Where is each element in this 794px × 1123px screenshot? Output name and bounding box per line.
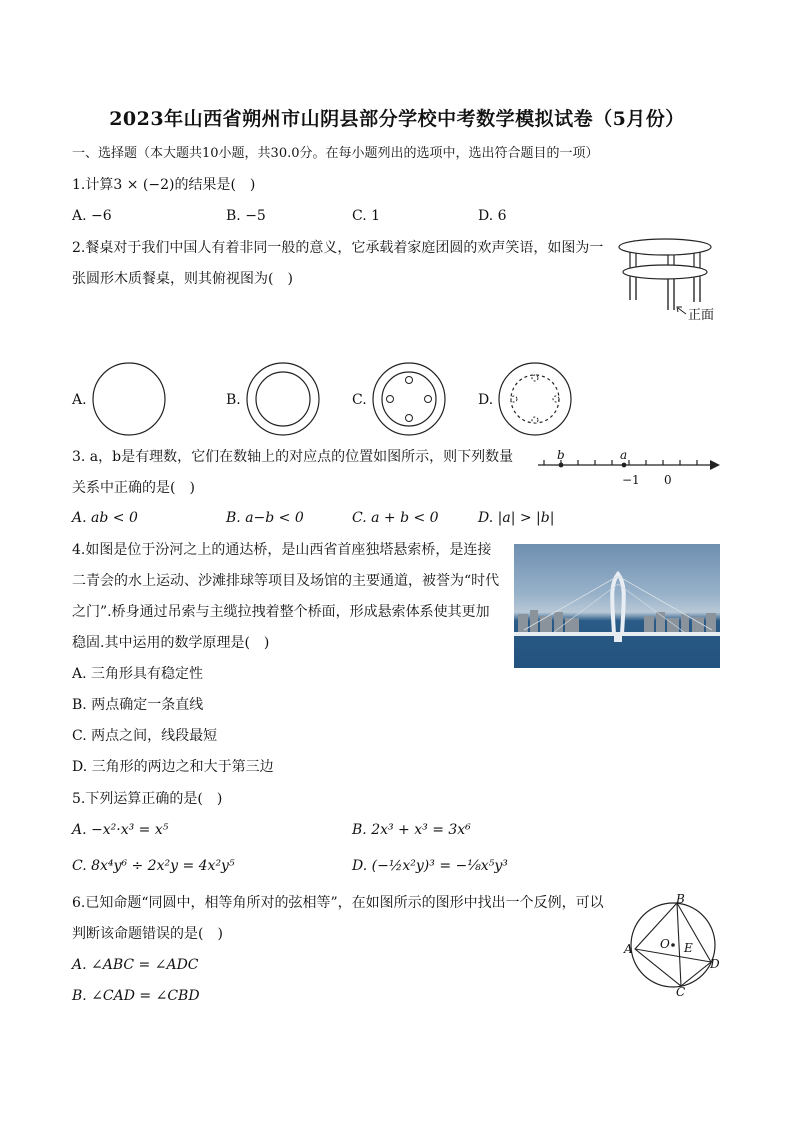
q4-stem-line4: 稳固.其中运用的数学原理是( ) (72, 635, 270, 651)
q2-option-b: B. (226, 392, 241, 408)
point-d: D (710, 957, 720, 971)
bridge-photo (514, 544, 720, 668)
q3-option-d: D. |a| > |b| (478, 510, 555, 526)
q3-option-a: A. ab < 0 (72, 510, 138, 526)
q4-option-d: D. 三角形的两边之和大于第三边 (72, 759, 274, 775)
q5-option-d: D. (−½x²y)³ = −⅛x⁵y³ (352, 858, 508, 874)
point-e: E (684, 941, 693, 955)
q2-figure-b (244, 360, 322, 438)
q6-stem-line2: 判断该命题错误的是( ) (72, 926, 223, 942)
q5-option-c: C. 8x⁴y⁶ ÷ 2x²y = 4x²y⁵ (72, 858, 235, 874)
q5-option-b: B. 2x³ + x³ = 3x⁶ (352, 822, 471, 838)
q4-option-c: C. 两点之间，线段最短 (72, 728, 218, 744)
number-line (530, 444, 726, 490)
q5-stem: 5.下列运算正确的是( ) (72, 791, 223, 807)
q2-option-a: A. (72, 392, 87, 408)
q1-option-b: B. −5 (226, 208, 266, 224)
point-o: O (660, 937, 670, 951)
q4-option-b: B. 两点确定一条直线 (72, 697, 204, 713)
q1-option-a: A. −6 (72, 208, 112, 224)
q3-stem-line2: 关系中正确的是( ) (72, 480, 195, 496)
q4-stem-line2: 二青会的水上运动、沙滩排球等项目及场馆的主要通道，被誉为“时代 (72, 573, 500, 589)
q2-option-d: D. (478, 392, 494, 408)
point-b: B (676, 892, 685, 906)
table-figure (612, 230, 724, 328)
point-c: C (676, 985, 686, 998)
point-a: A (624, 942, 633, 956)
zero-label: 0 (664, 473, 672, 487)
q6-stem-line1: 6.已知命题“同圆中，相等角所对的弦相等”，在如图所示的图形中找出一个反例，可以 (72, 895, 604, 911)
q4-option-a: A. 三角形具有稳定性 (72, 666, 204, 682)
q1-option-c: C. 1 (352, 208, 381, 224)
section-heading: 一、选择题（本大题共10小题，共30.0分。在每小题列出的选项中，选出符合题目的一项） (72, 146, 599, 161)
front-label: 正面 (688, 308, 715, 323)
q3-option-b: B. a−b < 0 (226, 510, 304, 526)
q2-stem-line1: 2.餐桌对于我们中国人有着非同一般的意义，它承载着家庭团圆的欢声笑语，如图为一 (72, 240, 604, 256)
q5-option-a: A. −x²·x³ = x⁵ (72, 822, 169, 838)
q2-stem-line2: 张圆形木质餐桌，则其俯视图为( ) (72, 271, 293, 287)
point-b-label: b (557, 448, 565, 462)
q6-option-a: A. ∠ABC = ∠ADC (72, 957, 199, 973)
q2-figure-c (370, 360, 448, 438)
q1-option-d: D. 6 (478, 208, 507, 224)
q2-figure-d (496, 360, 574, 438)
q4-stem-line3: 之门”.桥身通过吊索与主缆拉拽着整个桥面，形成悬索体系使其更加 (72, 604, 490, 620)
circle-figure (618, 888, 728, 998)
q3-option-c: C. a + b < 0 (352, 510, 439, 526)
point-a-label: a (620, 448, 628, 462)
q4-stem-line1: 4.如图是位于汾河之上的通达桥，是山西省首座独塔悬索桥，是连接 (72, 542, 492, 558)
page-title: 2023年山西省朔州市山阴县部分学校中考数学模拟试卷（5月份） (109, 108, 685, 130)
minus-one-label: −1 (622, 473, 640, 487)
q3-stem-line1: 3. a，b是有理数，它们在数轴上的对应点的位置如图所示，则下列数量 (72, 449, 514, 465)
q1-stem: 1.计算3 × (−2)的结果是( ) (72, 177, 256, 193)
q2-option-c: C. (352, 392, 367, 408)
q6-option-b: B. ∠CAD = ∠CBD (72, 988, 200, 1004)
q2-figure-a (90, 360, 168, 438)
